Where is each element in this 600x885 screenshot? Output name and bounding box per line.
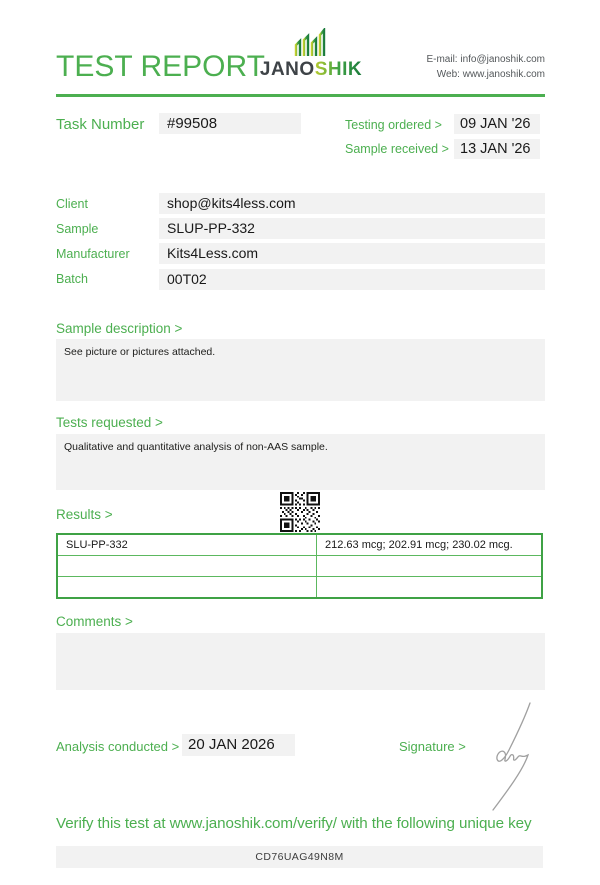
batch-value: 00T02 bbox=[159, 269, 545, 290]
manufacturer-label: Manufacturer bbox=[56, 247, 130, 261]
results-cell bbox=[57, 556, 317, 577]
results-cell bbox=[57, 577, 317, 599]
comments-heading: Comments > bbox=[56, 614, 133, 629]
table-row bbox=[57, 577, 542, 599]
results-heading: Results > bbox=[56, 507, 113, 522]
sample-description-box: See picture or pictures attached. bbox=[56, 339, 545, 401]
testing-ordered-value: 09 JAN '26 bbox=[454, 114, 540, 134]
analysis-conducted-value: 20 JAN 2026 bbox=[182, 734, 295, 756]
table-row bbox=[57, 556, 542, 577]
verify-key: CD76UAG49N8M bbox=[56, 846, 543, 868]
contact-info bbox=[426, 52, 545, 82]
results-cell: SLU-PP-332 bbox=[57, 534, 317, 556]
sample-label: Sample bbox=[56, 222, 99, 236]
sample-description-heading: Sample description > bbox=[56, 321, 183, 336]
email-line: E-mail: info@janoshik.com bbox=[426, 54, 545, 65]
logo-wordmark bbox=[252, 59, 370, 81]
header-divider bbox=[56, 94, 545, 97]
web-line: Web: www.janoshik.com bbox=[436, 69, 545, 80]
task-number-value: #99508 bbox=[159, 113, 301, 134]
client-label: Client bbox=[56, 197, 88, 211]
tests-requested-box: Qualitative and quantitative analysis of non-AAS sample. bbox=[56, 434, 545, 490]
verify-text: Verify this test at www.janoshik.com/verify/ with the following unique key bbox=[56, 815, 532, 832]
sample-received-value: 13 JAN '26 bbox=[454, 139, 540, 159]
logo-jano: JANO bbox=[259, 59, 315, 80]
logo-shik: SHIK bbox=[314, 59, 363, 80]
janoshik-logo bbox=[252, 28, 370, 81]
results-cell bbox=[317, 577, 543, 599]
signature-label: Signature > bbox=[399, 739, 466, 754]
client-value: shop@kits4less.com bbox=[159, 193, 545, 214]
sample-received-label: Sample received > bbox=[345, 142, 449, 156]
batch-label: Batch bbox=[56, 272, 88, 286]
results-table bbox=[56, 533, 543, 597]
comments-box bbox=[56, 633, 545, 690]
task-number-label: Task Number bbox=[56, 116, 145, 133]
page-title: TEST REPORT bbox=[56, 50, 265, 83]
signature-icon bbox=[478, 700, 544, 812]
sample-value: SLUP-PP-332 bbox=[159, 218, 545, 239]
manufacturer-value: Kits4Less.com bbox=[159, 243, 545, 264]
results-cell bbox=[317, 556, 543, 577]
analysis-conducted-label: Analysis conducted > bbox=[56, 739, 180, 754]
results-cell: 212.63 mcg; 202.91 mcg; 230.02 mcg. bbox=[317, 534, 543, 556]
table-row bbox=[57, 534, 542, 556]
tests-requested-heading: Tests requested > bbox=[56, 415, 163, 430]
bar-chart-icon bbox=[289, 28, 333, 58]
qr-code-icon bbox=[280, 492, 320, 532]
testing-ordered-label: Testing ordered > bbox=[345, 118, 442, 132]
